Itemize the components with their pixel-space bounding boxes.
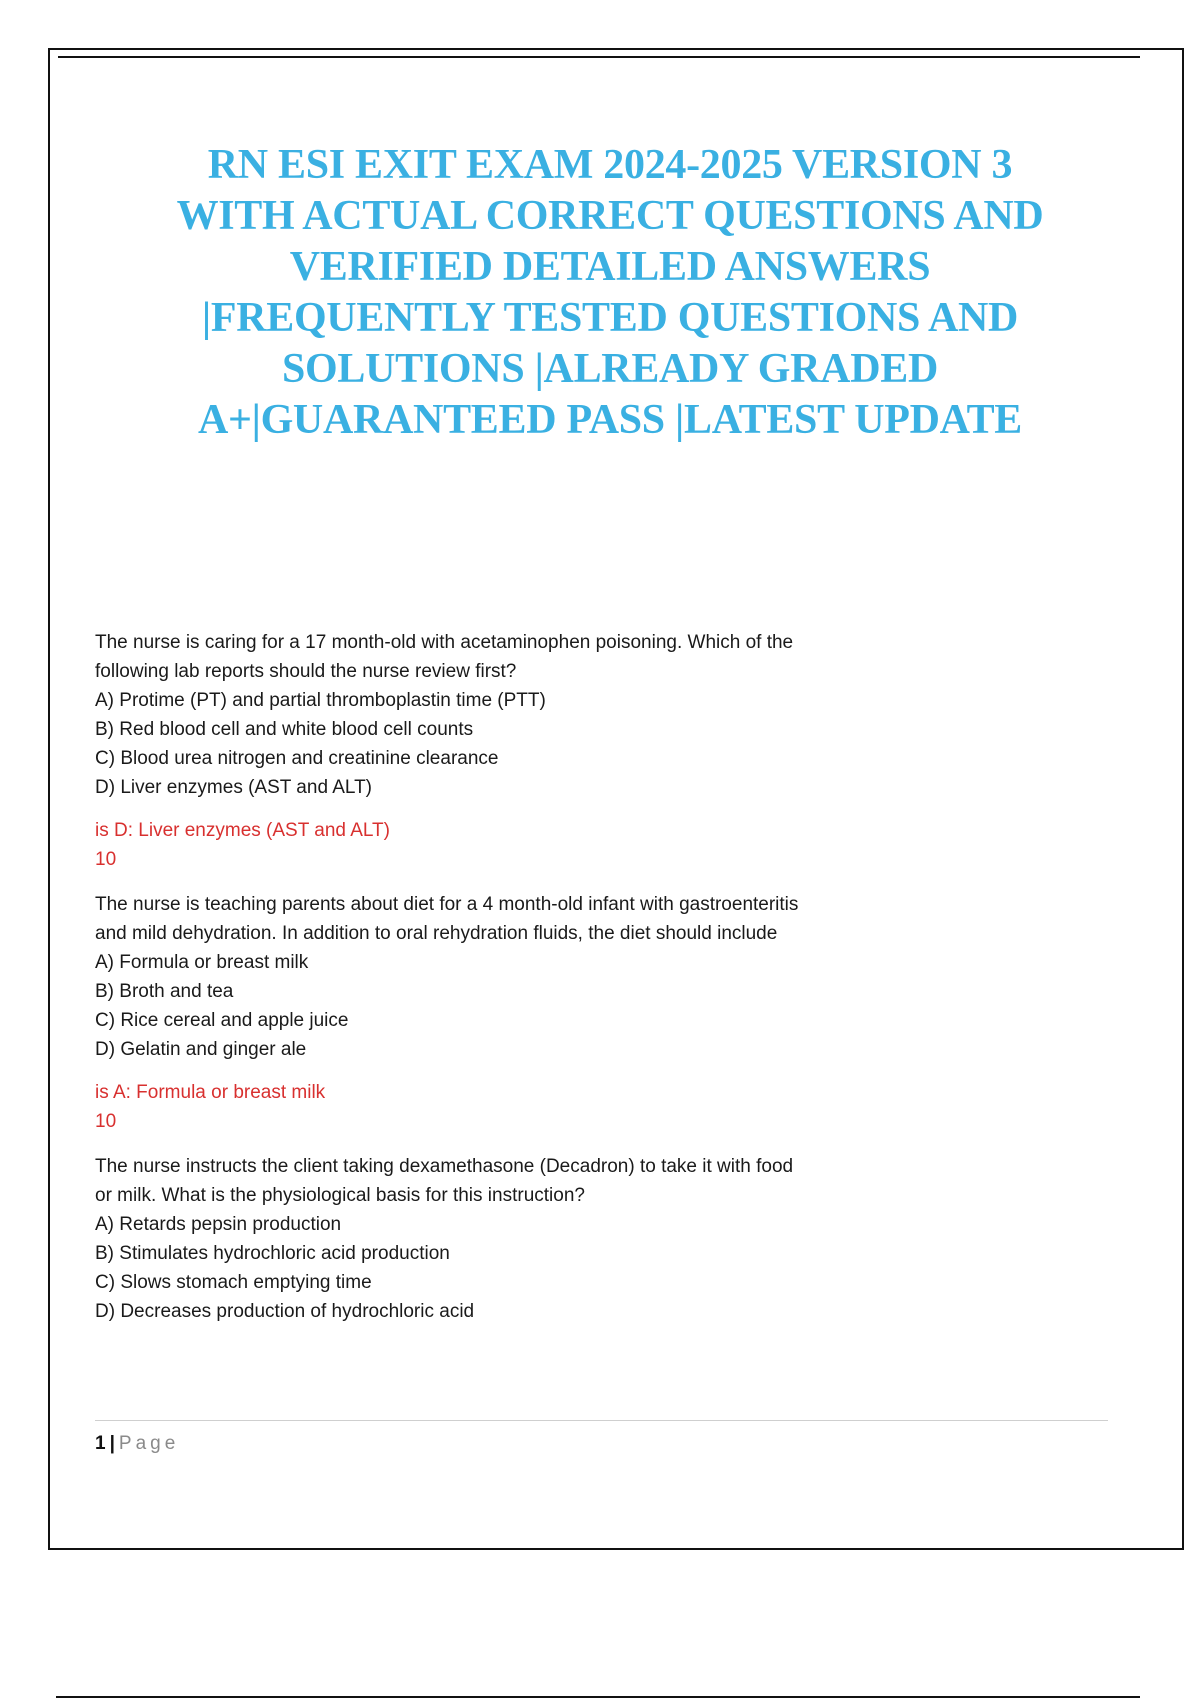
question-3 xyxy=(95,1152,915,1326)
answer-score: 10 xyxy=(95,1111,117,1132)
document-title xyxy=(100,140,1120,446)
option-a: A) Protime (PT) and partial thromboplastin time (PTT) xyxy=(95,690,546,711)
option-a: A) Retards pepsin production xyxy=(95,1214,342,1235)
question-text-line: or milk. What is the physiological basis for this instruction? xyxy=(95,1185,585,1206)
question-1 xyxy=(95,628,915,874)
page-number: 1 xyxy=(95,1433,106,1454)
option-c: C) Blood urea nitrogen and creatinine clearance xyxy=(95,748,499,769)
title-line: RN ESI EXIT EXAM 2024-2025 VERSION 3 xyxy=(207,142,1013,188)
option-b: B) Red blood cell and white blood cell counts xyxy=(95,719,474,740)
footer-rule xyxy=(95,1420,1108,1421)
answer-score: 10 xyxy=(95,849,117,870)
question-text-line: The nurse instructs the client taking dexamethasone (Decadron) to take it with food xyxy=(95,1156,794,1177)
top-rule xyxy=(58,56,1140,58)
question-2 xyxy=(95,890,915,1136)
question-text-line: The nurse is teaching parents about diet for a 4 month-old infant with gastroenteritis xyxy=(95,894,799,915)
option-c: C) Rice cereal and apple juice xyxy=(95,1010,349,1031)
option-d: D) Decreases production of hydrochloric acid xyxy=(95,1301,475,1322)
title-line: A+|GUARANTEED PASS |LATEST UPDATE xyxy=(197,397,1023,443)
footer-separator: | xyxy=(109,1433,115,1454)
option-c: C) Slows stomach emptying time xyxy=(95,1272,372,1293)
question-list xyxy=(95,628,915,1326)
question-text-line: following lab reports should the nurse review first? xyxy=(95,661,517,682)
title-line: WITH ACTUAL CORRECT QUESTIONS AND xyxy=(176,193,1044,239)
title-line: VERIFIED DETAILED ANSWERS xyxy=(289,244,931,290)
question-gap xyxy=(95,1136,915,1152)
question-text-line: and mild dehydration. In addition to oral rehydration fluids, the diet should include xyxy=(95,923,778,944)
option-b: B) Stimulates hydrochloric acid production xyxy=(95,1243,450,1264)
option-d: D) Gelatin and ginger ale xyxy=(95,1039,307,1060)
page-footer xyxy=(95,1432,179,1456)
answer-line: is D: Liver enzymes (AST and ALT) xyxy=(95,820,390,841)
next-page-top-rule xyxy=(56,1696,1140,1698)
page-label: Page xyxy=(118,1433,180,1454)
title-line: |FREQUENTLY TESTED QUESTIONS AND xyxy=(201,295,1019,341)
question-text-line: The nurse is caring for a 17 month-old with acetaminophen poisoning. Which of the xyxy=(95,632,794,653)
title-line: SOLUTIONS |ALREADY GRADED xyxy=(282,346,938,392)
option-b: B) Broth and tea xyxy=(95,981,234,1002)
option-d: D) Liver enzymes (AST and ALT) xyxy=(95,777,373,798)
option-a: A) Formula or breast milk xyxy=(95,952,309,973)
question-gap xyxy=(95,874,915,890)
answer-line: is A: Formula or breast milk xyxy=(95,1082,326,1103)
